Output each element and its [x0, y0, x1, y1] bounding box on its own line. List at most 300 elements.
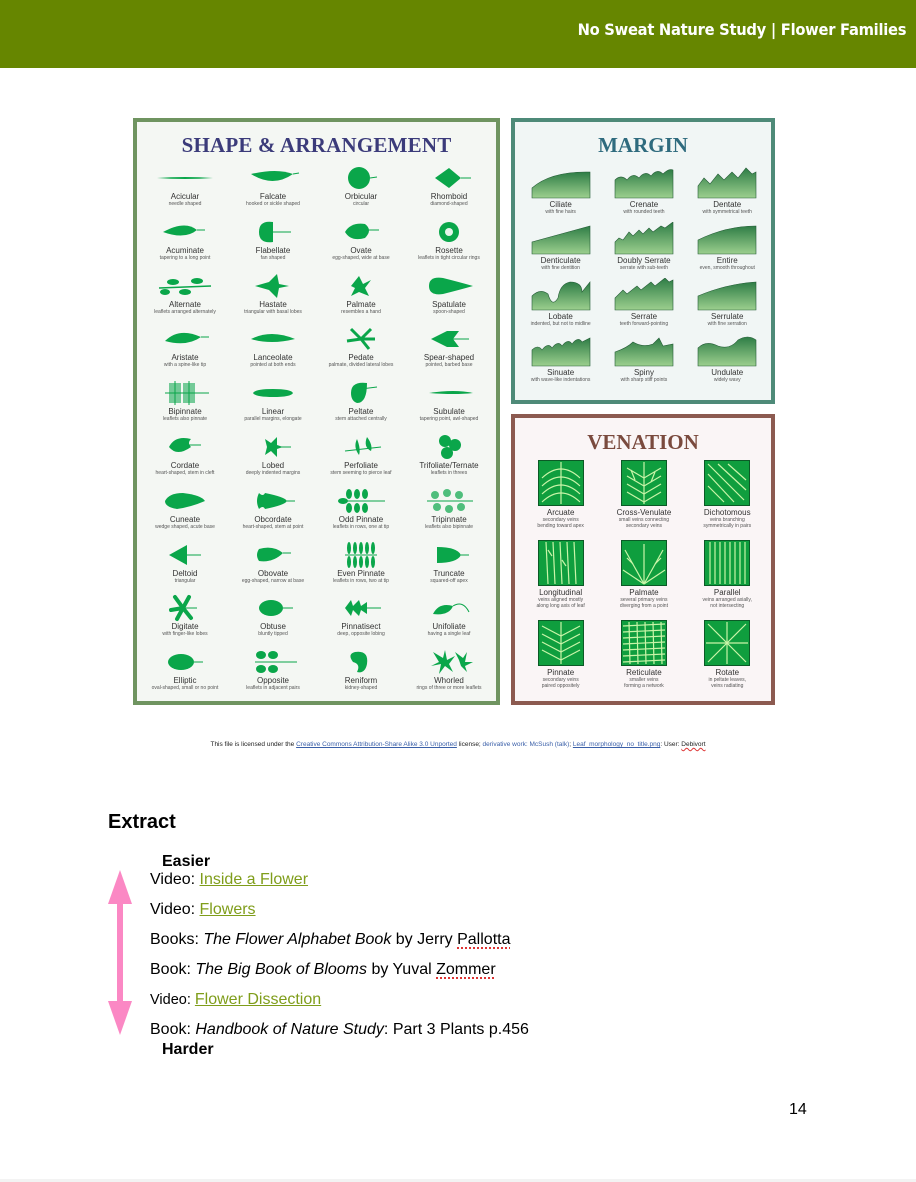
shape-item-desc: pointed, barbed base — [425, 362, 473, 369]
venation-item-desc: veins radiating — [711, 683, 744, 689]
fan-leaf-icon — [243, 218, 303, 246]
license-prefix: This file is licensed under the — [210, 741, 297, 748]
shape-arrangement-grid — [141, 164, 493, 702]
venation-item — [519, 458, 602, 538]
venation-item-desc: diverging from a point — [619, 603, 668, 609]
shape-item-name: Orbicular — [344, 192, 378, 201]
shape-item — [229, 325, 317, 379]
margin-item-name: Ciliate — [549, 200, 572, 209]
shape-item-name: Obtuse — [260, 622, 286, 632]
margin-lobate-icon — [530, 278, 592, 312]
shape-item-name: Hastate — [259, 299, 287, 309]
venation-item-desc: secondary veins — [625, 523, 663, 529]
shape-item-desc: stem seeming to pierce leaf — [330, 469, 392, 476]
opposite-leaves-icon — [243, 648, 303, 676]
shape-item — [141, 541, 229, 595]
shape-item — [229, 218, 317, 272]
margin-item-desc: with fine serration — [707, 321, 747, 327]
shape-item-desc: bluntly tipped — [258, 631, 288, 638]
shape-item — [317, 164, 405, 218]
peltate-leaf-icon — [331, 379, 391, 407]
header-title: No Sweat Nature Study | Flower Families — [577, 20, 906, 39]
shape-item — [405, 487, 493, 541]
margin-grid — [519, 166, 769, 390]
margin-item — [519, 222, 602, 278]
venation-palmate-icon — [621, 540, 667, 586]
shape-item-name: Spear-shaped — [423, 353, 475, 363]
venation-rotate-icon — [704, 620, 750, 666]
shape-item-name: Falcate — [259, 192, 287, 201]
shape-item-name: Obovate — [257, 568, 289, 578]
margin-item — [602, 278, 685, 334]
single-leaf-icon — [419, 594, 479, 622]
shape-item-desc: leaflets in adjacent pairs — [246, 685, 300, 692]
shape-item — [229, 272, 317, 326]
shape-item-desc: with finger-like lobes — [162, 631, 208, 638]
venation-arcuate-icon — [538, 460, 584, 506]
margin-denticulate-icon — [530, 222, 592, 256]
venation-item-desc: veins aligned mostly — [538, 597, 584, 603]
resource-book-flower-alphabet — [150, 931, 510, 949]
whorled-leaves-icon — [419, 648, 479, 676]
margin-item-desc: teeth forward-pointing — [619, 321, 669, 327]
difficulty-arrow-icon — [108, 870, 132, 1035]
pointed-leaf-icon — [155, 218, 215, 246]
book-title: The Flower Alphabet Book — [203, 931, 392, 948]
shape-item — [141, 487, 229, 541]
margin-item-desc: even, smooth throughout — [699, 265, 755, 271]
margin-item — [602, 334, 685, 390]
shape-item-name: Bipinnate — [168, 407, 202, 417]
shape-item — [317, 648, 405, 702]
margin-item — [686, 166, 769, 222]
shape-item — [229, 164, 317, 218]
shape-item — [317, 218, 405, 272]
shape-item — [229, 541, 317, 595]
hand-leaf-icon — [331, 272, 391, 300]
shape-item-name: Obcordate — [254, 514, 292, 524]
resource-prefix: Book: — [150, 1021, 196, 1038]
margin-item-desc: with wave-like indentations — [530, 377, 591, 383]
shape-item — [141, 218, 229, 272]
shape-item — [141, 164, 229, 218]
margin-item-desc: serrate with sub-teeth — [619, 265, 668, 271]
margin-item-name: Spiny — [633, 368, 654, 377]
shape-item-name: Truncate — [433, 568, 465, 578]
shape-item-name: Alternate — [168, 299, 202, 309]
venation-item-name: Palmate — [629, 588, 659, 597]
egg-leaf-icon — [331, 218, 391, 246]
shape-item-desc: oval-shaped, small or no point — [151, 685, 219, 692]
shape-item — [405, 164, 493, 218]
obcordate-leaf-icon — [243, 487, 303, 515]
even-pinnate-leaf-icon — [331, 541, 391, 569]
shape-item — [317, 272, 405, 326]
shape-item — [405, 433, 493, 487]
margin-serrulate-icon — [696, 278, 758, 312]
shape-item-desc: pointed at both ends — [250, 362, 296, 369]
shape-item-desc: palmate, divided lateral lobes — [328, 362, 394, 369]
shape-item-desc: tapering to a long point — [159, 254, 211, 261]
oval-leaf-icon — [155, 648, 215, 676]
resource-video-inside-a-flower — [150, 871, 308, 889]
easier-label: Easier — [162, 853, 211, 870]
shape-item-name: Tripinnate — [431, 514, 467, 524]
shape-item-desc: deeply indented margins — [245, 469, 301, 476]
margin-item-name: Sinuate — [547, 368, 575, 377]
header-bar — [0, 0, 916, 68]
license-user: Debivort — [681, 741, 706, 748]
shape-item-name: Acicular — [170, 192, 200, 201]
margin-item-desc: with sharp stiff points — [620, 377, 668, 383]
shape-item — [405, 594, 493, 648]
shape-item-desc: deep, opposite lobing — [337, 631, 385, 638]
shape-item — [405, 272, 493, 326]
license-line — [0, 741, 916, 748]
shape-item-desc: needle shaped — [168, 201, 202, 207]
margin-item-name: Lobate — [548, 312, 573, 321]
shape-item-name: Acuminate — [166, 245, 204, 255]
margin-item — [519, 334, 602, 390]
venation-dichotomous-icon — [704, 460, 750, 506]
shape-item-desc: leaflets in rows, two at tip — [333, 577, 389, 584]
venation-item-desc: veins arranged axially, — [702, 597, 752, 603]
shape-item — [317, 433, 405, 487]
shape-item — [229, 379, 317, 433]
shape-item-desc: kidney-shaped — [344, 685, 378, 692]
inside-a-flower-link[interactable]: Inside a Flower — [199, 871, 309, 888]
shape-item-desc: triangular — [174, 577, 196, 584]
venation-item — [686, 618, 769, 698]
license-user-prefix: : User: — [660, 741, 682, 748]
venation-item — [602, 538, 685, 618]
tripinnate-leaf-icon — [419, 487, 479, 515]
book-title: The Big Book of Blooms — [195, 961, 367, 978]
venation-item-desc: secondary veins — [542, 517, 579, 523]
venation-item-desc: bending toward apex — [537, 523, 584, 529]
margin-item-desc: with fine dentition — [541, 265, 580, 271]
shape-item-desc: leaflets in rows, one at tip — [332, 523, 390, 530]
shape-item-name: Perfoliate — [344, 460, 378, 470]
shape-item-name: Odd Pinnate — [338, 514, 384, 524]
shape-item-desc: heart-shaped, stem in cleft — [155, 469, 215, 476]
shape-item-desc: heart-shaped, stem at point — [242, 523, 304, 530]
shape-item — [141, 379, 229, 433]
shape-item-name: Unifoliate — [432, 622, 466, 632]
margin-panel — [511, 118, 775, 404]
resource-video-flowers — [150, 901, 256, 919]
margin-item — [519, 278, 602, 334]
margin-item-desc: widely wavy — [713, 377, 741, 383]
venation-item-desc: small veins connecting — [618, 517, 670, 523]
shape-item — [141, 594, 229, 648]
venation-item-desc: veins branching — [709, 517, 745, 523]
wedge-leaf-icon — [155, 487, 215, 515]
hastate-leaf-icon — [243, 272, 303, 300]
margin-dentate-icon — [696, 166, 758, 200]
shape-item-name: Peltate — [348, 407, 374, 417]
bipinnate-leaf-icon — [155, 379, 215, 407]
margin-item-name: Dentate — [713, 200, 742, 209]
venation-item-desc: in peltate leaves, — [708, 677, 746, 683]
margin-item-name: Crenate — [629, 200, 659, 209]
margin-item-name: Entire — [716, 256, 738, 265]
obovate-leaf-icon — [243, 541, 303, 569]
margin-item — [602, 222, 685, 278]
venation-parallel-icon — [704, 540, 750, 586]
venation-item — [686, 538, 769, 618]
shape-item-desc: wedge shaped, acute base — [155, 523, 215, 530]
shape-item-desc: hooked or sickle shaped — [246, 201, 300, 207]
resource-video-flower-dissection — [150, 991, 321, 1009]
shape-item-desc: egg-shaped, wide at base — [332, 254, 390, 261]
shape-item-desc: leaflets arranged alternately — [154, 308, 216, 315]
venation-cross-venulate-icon — [621, 460, 667, 506]
digitate-leaf-icon — [155, 594, 215, 622]
shape-item — [141, 648, 229, 702]
triangle-leaf-icon — [155, 541, 215, 569]
shape-item-desc: with a spine-like tip — [163, 362, 207, 369]
margin-item — [686, 222, 769, 278]
shape-item — [317, 541, 405, 595]
venation-item-desc: paired oppositely — [541, 683, 580, 689]
shape-item-desc: circular — [352, 201, 370, 207]
shape-item — [141, 272, 229, 326]
shape-item — [317, 379, 405, 433]
flower-dissection-link[interactable]: Flower Dissection — [194, 991, 322, 1008]
author-last-name: Zommer — [436, 961, 496, 978]
shape-item-name: Rhomboid — [430, 192, 468, 201]
venation-item — [602, 618, 685, 698]
venation-title: VENATION — [587, 430, 699, 454]
margin-item-name: Serrate — [630, 312, 658, 321]
shape-item-name: Subulate — [433, 407, 465, 417]
shape-item — [405, 218, 493, 272]
shape-arrangement-title: SHAPE & ARRANGEMENT — [181, 133, 452, 157]
margin-item-name: Undulate — [711, 368, 744, 377]
margin-doubly-serrate-icon — [613, 222, 675, 256]
shape-item-name: Aristate — [171, 353, 199, 363]
shape-item-desc: leaflets also bipinnate — [424, 523, 474, 530]
license-mid: license; — [456, 741, 483, 748]
venation-item-name: Dichotomous — [703, 508, 751, 517]
shape-item-desc: parallel margins, elongate — [244, 416, 302, 423]
shape-item-name: Pedate — [348, 353, 374, 363]
venation-item-name: Parallel — [713, 588, 741, 597]
shape-item-desc: rings of three or more leaflets — [416, 685, 482, 692]
pedate-leaf-icon — [331, 325, 391, 353]
shape-item-name: Even Pinnate — [337, 568, 385, 578]
margin-item-desc: with fine hairs — [545, 209, 576, 215]
margin-item — [686, 278, 769, 334]
spoon-leaf-icon — [419, 272, 479, 300]
lance-leaf-icon — [243, 325, 303, 353]
venation-item-name: Pinnate — [547, 668, 575, 677]
shape-item-desc: resembles a hand — [341, 308, 381, 315]
alternate-leaves-icon — [155, 272, 215, 300]
shape-item-desc: leaflets in tight circular rings — [418, 254, 480, 261]
margin-title: MARGIN — [598, 133, 688, 157]
shape-item-name: Cuneate — [169, 514, 201, 524]
venation-grid — [519, 458, 769, 698]
margin-item-desc: indented, but not to midline — [530, 321, 591, 327]
shape-item-name: Digitate — [171, 622, 199, 632]
shape-item-name: Rosette — [435, 245, 463, 255]
book-suffix: : Part 3 Plants p.456 — [383, 1021, 529, 1038]
shape-arrangement-panel — [133, 118, 500, 705]
venation-longitudinal-icon — [538, 540, 584, 586]
resource-prefix: Books: — [150, 931, 204, 948]
spear-leaf-icon — [419, 325, 479, 353]
shape-item — [405, 379, 493, 433]
diamond-leaf-icon — [419, 164, 479, 192]
venation-reticulate-icon — [621, 620, 667, 666]
page-number: 14 — [789, 1101, 807, 1118]
margin-crenate-icon — [613, 166, 675, 200]
resource-book-handbook-nature-study — [150, 1021, 529, 1039]
margin-undulate-icon — [696, 334, 758, 368]
shape-item-desc: tapering point, awl-shaped — [419, 416, 479, 423]
resource-prefix: Book: — [150, 961, 196, 978]
venation-item-name: Cross-Venulate — [616, 508, 672, 517]
shape-item — [317, 594, 405, 648]
perfoliate-leaf-icon — [331, 433, 391, 461]
book-by: by Jerry — [391, 931, 458, 948]
venation-item-desc: several primary veins — [620, 597, 668, 603]
margin-item-name: Denticulate — [540, 256, 581, 265]
shape-item — [317, 325, 405, 379]
shape-item-name: Whorled — [434, 676, 464, 686]
license-sep: ; — [569, 741, 573, 748]
license-link[interactable]: Creative Commons Attribution-Share Alike 3.0 Unported — [296, 741, 457, 748]
margin-item-name: Doubly Serrate — [617, 256, 671, 265]
shape-item-name: Pinnatisect — [341, 622, 381, 632]
shape-item-name: Spatulate — [432, 299, 466, 309]
resource-prefix: Video: — [150, 901, 200, 918]
margin-spiny-icon — [613, 334, 675, 368]
venation-item — [686, 458, 769, 538]
shape-item — [405, 325, 493, 379]
shape-item-name: Deltoid — [172, 568, 198, 578]
shape-item-name: Ovate — [350, 245, 372, 255]
margin-item — [602, 166, 685, 222]
kidney-leaf-icon — [331, 648, 391, 676]
book-title: Handbook of Nature Study — [195, 1021, 384, 1038]
shape-item — [229, 433, 317, 487]
derivative-work-link[interactable]: derivative work: McSush (talk) — [482, 741, 570, 748]
spine-tip-leaf-icon — [155, 325, 215, 353]
venation-item-desc: along long axis of leaf — [536, 603, 585, 609]
shape-item-desc: having a single leaf — [427, 631, 471, 638]
venation-item-desc: forming a network — [624, 683, 664, 689]
shape-item-desc: diamond-shaped — [430, 201, 468, 207]
venation-item — [519, 538, 602, 618]
shape-item-desc: triangular with basal lobes — [244, 308, 302, 315]
file-link[interactable]: Leaf_morphology_no_title.png — [572, 741, 661, 748]
shape-item-desc: leaflets in threes — [430, 469, 468, 476]
venation-item — [519, 618, 602, 698]
venation-pinnate-icon — [538, 620, 584, 666]
margin-item-name: Serrulate — [711, 312, 744, 321]
shape-item-name: Cordate — [170, 460, 200, 470]
shape-item-name: Lobed — [261, 460, 285, 470]
pinnatisect-leaf-icon — [331, 594, 391, 622]
book-by: by Yuval — [367, 961, 437, 978]
shape-item-name: Palmate — [346, 299, 376, 309]
blunt-leaf-icon — [243, 594, 303, 622]
odd-pinnate-leaf-icon — [331, 487, 391, 515]
linear-leaf-icon — [243, 379, 303, 407]
shape-item-desc: squared-off apex — [430, 577, 468, 584]
margin-item — [686, 334, 769, 390]
shape-item-name: Opposite — [256, 676, 290, 686]
shape-item — [229, 594, 317, 648]
rosette-leaf-icon — [419, 218, 479, 246]
resource-prefix: Video: — [150, 992, 195, 1008]
round-leaf-icon — [331, 164, 391, 192]
shape-item — [317, 487, 405, 541]
lobed-leaf-icon — [243, 433, 303, 461]
truncate-leaf-icon — [419, 541, 479, 569]
heart-leaf-icon — [155, 433, 215, 461]
shape-item-desc: fan shaped — [260, 254, 286, 261]
venation-item-desc: symmetrically in pairs — [703, 523, 752, 529]
flowers-link[interactable]: Flowers — [199, 901, 256, 918]
shape-item-desc: spoon-shaped — [433, 308, 465, 315]
shape-item — [405, 541, 493, 595]
author-last-name: Pallotta — [457, 931, 511, 948]
shape-item-desc: stem attached centrally — [335, 416, 387, 423]
extract-heading: Extract — [108, 811, 176, 833]
shape-item-name: Lanceolate — [253, 353, 293, 363]
shape-item-desc: egg-shaped, narrow at base — [241, 577, 305, 584]
shape-item-name: Trifoliate/Ternate — [419, 460, 479, 470]
shape-item — [141, 433, 229, 487]
margin-sinuate-icon — [530, 334, 592, 368]
sickle-leaf-icon — [243, 164, 303, 192]
venation-item-name: Reticulate — [626, 668, 662, 677]
venation-item — [602, 458, 685, 538]
shape-item-desc: leaflets also pinnate — [162, 416, 208, 423]
shape-item-name: Linear — [261, 407, 285, 417]
shape-item — [405, 648, 493, 702]
resource-prefix: Video: — [150, 871, 200, 888]
margin-entire-icon — [696, 222, 758, 256]
shape-item-name: Flabellate — [255, 245, 291, 255]
awl-leaf-icon — [419, 379, 479, 407]
shape-item — [229, 487, 317, 541]
harder-label: Harder — [162, 1041, 214, 1058]
venation-item-name: Rotate — [715, 668, 740, 677]
margin-item-desc: with rounded teeth — [623, 209, 665, 215]
margin-ciliate-icon — [530, 166, 592, 200]
margin-item — [519, 166, 602, 222]
shape-item — [141, 325, 229, 379]
shape-item — [229, 648, 317, 702]
trefoil-leaf-icon — [419, 433, 479, 461]
venation-item-desc: not intersecting — [710, 603, 745, 609]
venation-panel — [511, 414, 775, 705]
venation-item-name: Arcuate — [546, 508, 575, 517]
venation-item-desc: secondary veins — [542, 677, 579, 683]
margin-serrate-icon — [613, 278, 675, 312]
resource-book-big-book-of-blooms — [150, 961, 496, 979]
venation-item-name: Longitudinal — [539, 588, 583, 597]
shape-item-name: Elliptic — [173, 676, 197, 686]
needle-leaf-icon — [155, 164, 215, 192]
shape-item-name: Reniform — [344, 676, 378, 686]
margin-item-desc: with symmetrical teeth — [702, 209, 752, 215]
